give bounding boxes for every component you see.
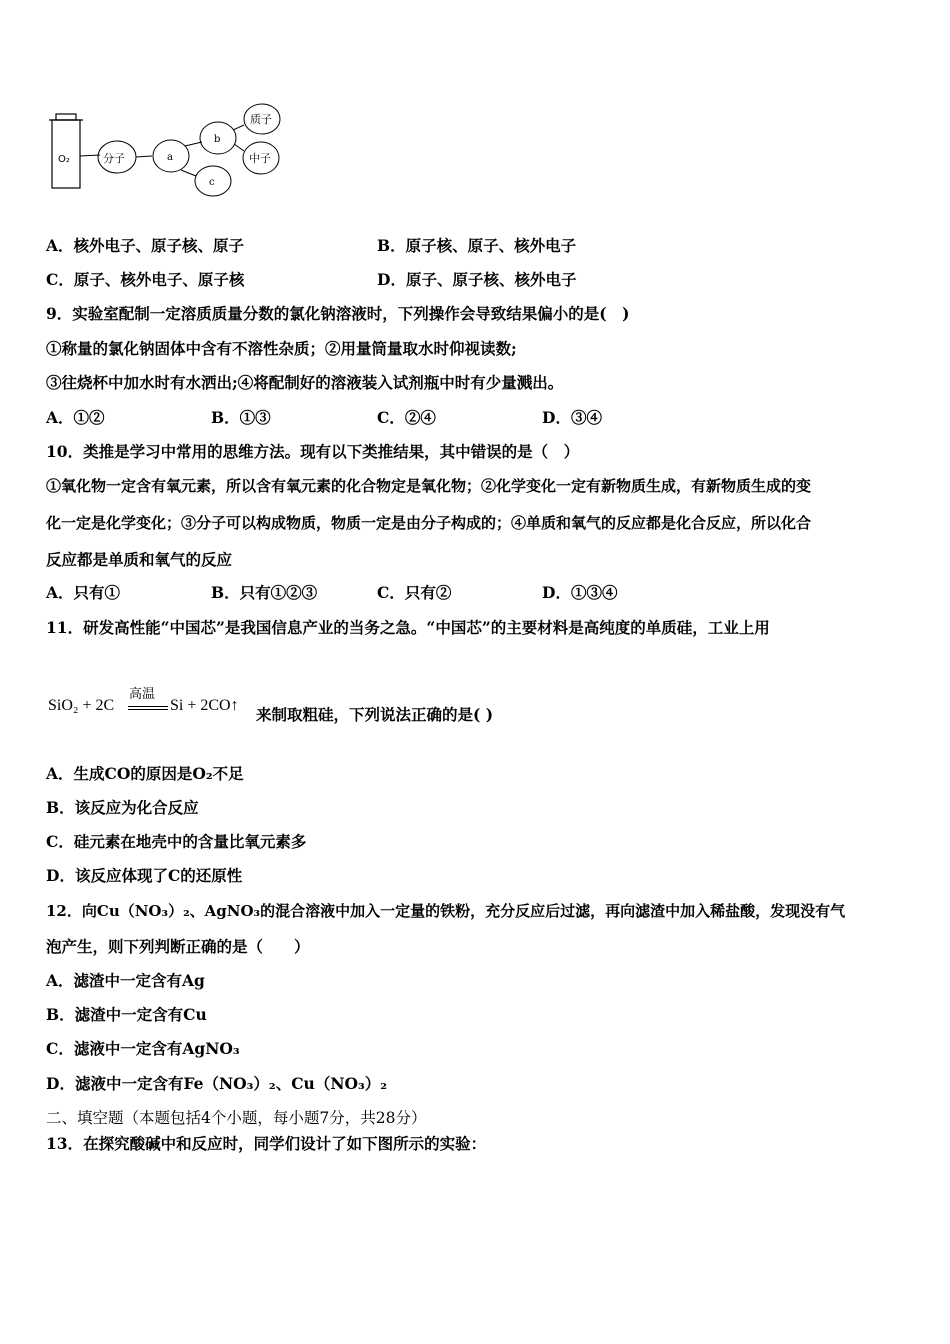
q11-chemical-equation xyxy=(48,683,258,723)
q8-option-a: A．核外电子、原子核、原子 xyxy=(46,236,245,255)
neutron-label: 中子 xyxy=(249,152,271,165)
q10-body-line-2: 化一定是化学变化；③分子可以构成物质，物质一定是由分子构成的；④单质和氧气的反应都是化合反应，所以化合 xyxy=(46,514,812,532)
reagent-bottle-icon xyxy=(49,114,83,188)
q9-option-b: B．①③ xyxy=(211,408,271,427)
q8-option-b: B．原子核、原子、核外电子 xyxy=(377,236,577,255)
q9-option-d: D．③④ xyxy=(542,408,602,427)
q9-statement-1: ①称量的氯化钠固体中含有不溶性杂质；②用量筒量取水时仰视读数; xyxy=(46,339,517,358)
q10-body-line-1: ①氧化物一定含有氧元素，所以含有氧元素的化合物定是氧化物；②化学变化一定有新物质生成，有新物质生成的变 xyxy=(46,477,812,495)
q9-stem: 9．实验室配制一定溶质质量分数的氯化钠溶液时，下列操作会导致结果偏小的是( ) xyxy=(46,304,630,323)
equation-right: Si + 2CO↑ xyxy=(170,697,239,714)
molecule-label: 分子 xyxy=(103,152,125,165)
node-c-label: c xyxy=(209,177,215,188)
equation-bar xyxy=(128,706,168,707)
q12-option-a: A．滤渣中一定含有Ag xyxy=(46,971,205,990)
q10-option-c: C．只有② xyxy=(377,583,452,602)
q10-stem: 10．类推是学习中常用的思维方法。现有以下类推结果，其中错误的是（ ） xyxy=(46,442,580,461)
bottle-label: O₂ xyxy=(58,154,70,165)
q11-stem-tail: 来制取粗硅，下列说法正确的是( ) xyxy=(256,705,494,724)
atom-structure-diagram xyxy=(44,98,284,198)
q11-option-a: A．生成CO的原因是O₂不足 xyxy=(46,764,244,783)
q13-stem: 13．在探究酸碱中和反应时，同学们设计了如下图所示的实验： xyxy=(46,1134,487,1153)
q8-option-d: D．原子、原子核、核外电子 xyxy=(377,270,577,289)
section-title: 二、填空题（本题包括4个小题，每小题7分，共28分） xyxy=(46,1109,427,1127)
q9-statement-2: ③往烧杯中加水时有水洒出;④将配制好的溶液装入试剂瓶中时有少量溅出。 xyxy=(46,373,564,392)
q12-stem-line-1: 12．向Cu（NO₃）₂、AgNO₃的混合溶液中加入一定量的铁粉，充分反应后过滤，再向滤渣中加入稀盐酸，发现没有气 xyxy=(46,902,846,920)
proton-label: 质子 xyxy=(250,113,272,126)
q8-option-c: C．原子、核外电子、原子核 xyxy=(46,270,245,289)
q12-stem-line-2: 泡产生，则下列判断正确的是（ ） xyxy=(46,937,310,956)
q11-stem: 11．研发高性能“中国芯”是我国信息产业的当务之急。“中国芯”的主要材料是高纯度的单质硅，工业上用 xyxy=(46,618,770,637)
q12-option-b: B．滤渣中一定含有Cu xyxy=(46,1005,207,1024)
equation-left: SiO₂ + 2C xyxy=(48,697,115,714)
q11-option-d: D．该反应体现了C的还原性 xyxy=(46,866,243,885)
q10-option-a: A．只有① xyxy=(46,583,121,602)
q9-option-c: C．②④ xyxy=(377,408,436,427)
q10-option-b: B．只有①②③ xyxy=(211,583,318,602)
q12-option-d: D．滤液中一定含有Fe（NO₃）₂、Cu（NO₃）₂ xyxy=(46,1074,388,1093)
q9-option-a: A．①② xyxy=(46,408,105,427)
node-a-label: a xyxy=(167,152,173,163)
q10-body-line-3: 反应都是单质和氧气的反应 xyxy=(46,550,233,569)
equation-condition: 高温 xyxy=(129,686,156,701)
q10-option-d: D．①③④ xyxy=(542,583,618,602)
equation-bar xyxy=(128,709,168,710)
node-b-label: b xyxy=(214,134,221,145)
q11-option-b: B．该反应为化合反应 xyxy=(46,798,199,817)
q12-option-c: C．滤液中一定含有AgNO₃ xyxy=(46,1039,240,1058)
q11-option-c: C．硅元素在地壳中的含量比氧元素多 xyxy=(46,832,307,851)
